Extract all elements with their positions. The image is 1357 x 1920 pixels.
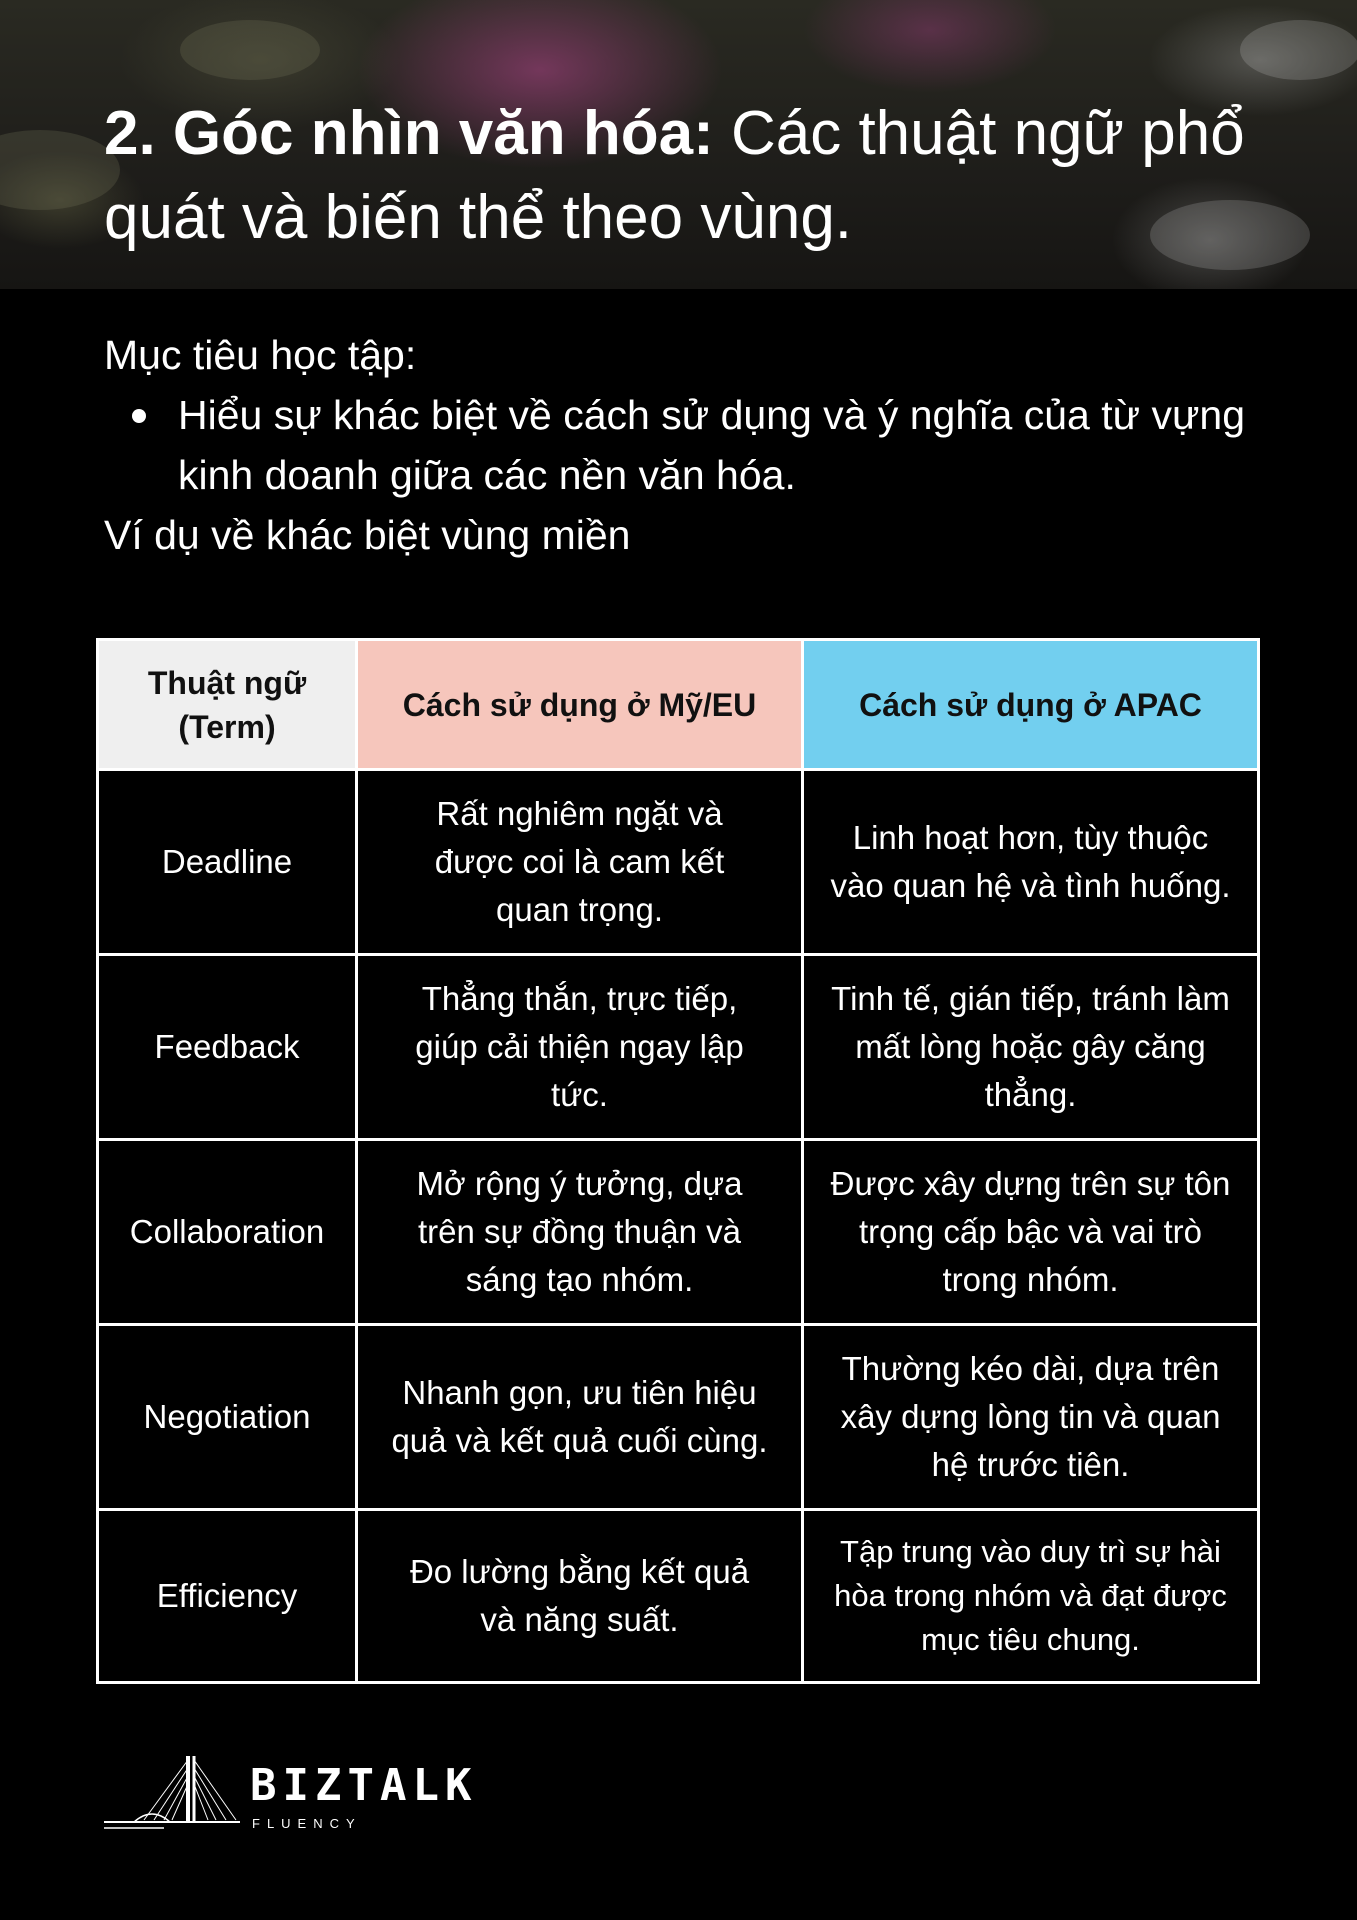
brand-tagline: FLUENCY bbox=[252, 1816, 362, 1831]
brand-logo bbox=[104, 1750, 478, 1836]
table-row bbox=[98, 1140, 1259, 1325]
table-header-row bbox=[98, 640, 1259, 770]
learning-objectives bbox=[104, 325, 1264, 565]
objectives-list bbox=[104, 385, 1264, 505]
title-rest: Các thuật ngữ phổ quát và biến thể theo vùng. bbox=[104, 99, 1245, 252]
us-eu-cell: Mở rộng ý tưởng, dựa trên sự đồng thuận và sáng tạo nhóm. bbox=[357, 1140, 803, 1325]
header-banner bbox=[0, 0, 1357, 289]
table-row bbox=[98, 1325, 1259, 1510]
lily-pad-decoration bbox=[0, 130, 120, 210]
term-cell: Feedback bbox=[98, 955, 357, 1140]
table-row bbox=[98, 1510, 1259, 1683]
table-row bbox=[98, 955, 1259, 1140]
objectives-heading: Mục tiêu học tập: bbox=[104, 332, 417, 378]
apac-cell: Thường kéo dài, dựa trên xây dựng lòng tin và quan hệ trước tiên. bbox=[803, 1325, 1259, 1510]
term-cell: Deadline bbox=[98, 770, 357, 955]
us-eu-cell: Rất nghiêm ngặt và được coi là cam kết quan trọng. bbox=[357, 770, 803, 955]
table-row bbox=[98, 770, 1259, 955]
us-eu-cell: Đo lường bằng kết quả và năng suất. bbox=[357, 1510, 803, 1683]
apac-cell: Được xây dựng trên sự tôn trọng cấp bậc và vai trò trong nhóm. bbox=[803, 1140, 1259, 1325]
us-eu-cell: Thẳng thắn, trực tiếp, giúp cải thiện ngay lập tức. bbox=[357, 955, 803, 1140]
brand-name: BIZTALK bbox=[250, 1760, 478, 1811]
apac-cell: Tập trung vào duy trì sự hài hòa trong nhóm và đạt được mục tiêu chung. bbox=[803, 1510, 1259, 1683]
regional-terms-table bbox=[96, 638, 1260, 1684]
apac-cell: Tinh tế, gián tiếp, tránh làm mất lòng hoặc gây căng thẳng. bbox=[803, 955, 1259, 1140]
us-eu-cell: Nhanh gọn, ưu tiên hiệu quả và kết quả cuối cùng. bbox=[357, 1325, 803, 1510]
term-cell: Efficiency bbox=[98, 1510, 357, 1683]
header-us-eu: Cách sử dụng ở Mỹ/EU bbox=[357, 640, 803, 770]
title-lead: 2. Góc nhìn văn hóa: bbox=[104, 99, 714, 168]
bridge-icon bbox=[104, 1750, 244, 1834]
examples-heading: Ví dụ về khác biệt vùng miền bbox=[104, 512, 631, 558]
term-cell: Collaboration bbox=[98, 1140, 357, 1325]
objective-item: Hiểu sự khác biệt về cách sử dụng và ý nghĩa của từ vựng kinh doanh giữa các nền văn hóa. bbox=[178, 385, 1264, 505]
lily-pad-decoration bbox=[1240, 20, 1357, 80]
page-title bbox=[104, 92, 1264, 260]
apac-cell: Linh hoạt hơn, tùy thuộc vào quan hệ và tình huống. bbox=[803, 770, 1259, 955]
header-apac: Cách sử dụng ở APAC bbox=[803, 640, 1259, 770]
lily-pad-decoration bbox=[180, 20, 320, 80]
header-term: Thuật ngữ (Term) bbox=[98, 640, 357, 770]
term-cell: Negotiation bbox=[98, 1325, 357, 1510]
